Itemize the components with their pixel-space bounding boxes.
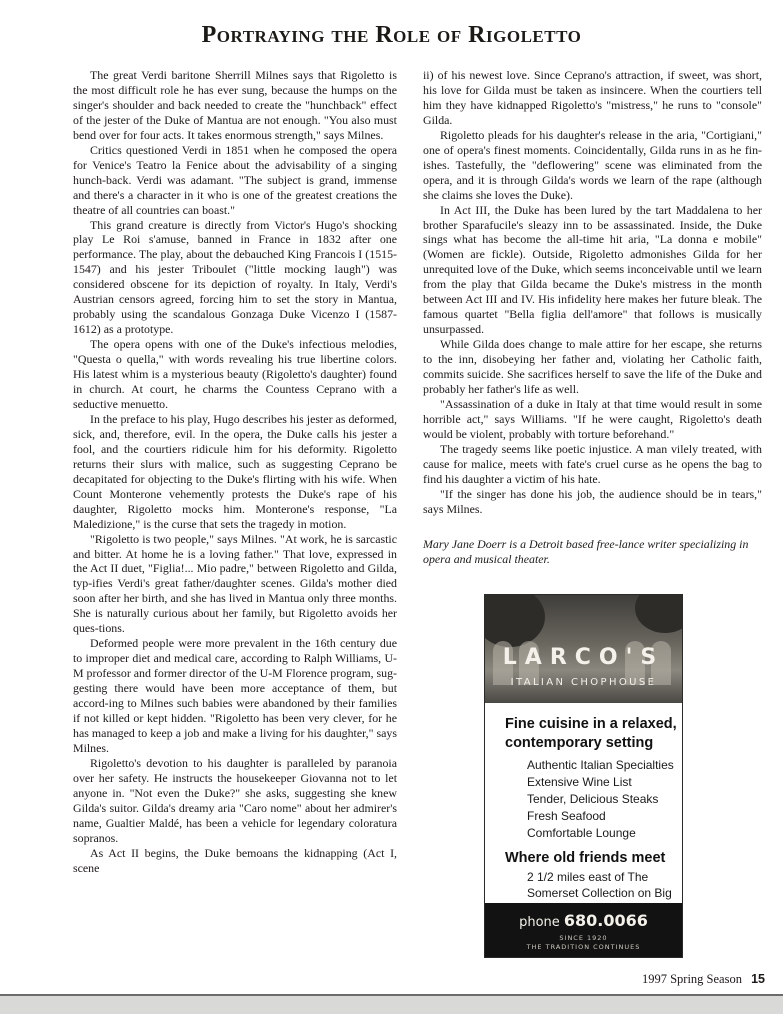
ad-headline: Fine cuisine in a relaxed, contemporary setting (505, 716, 677, 751)
paragraph: "If the singer has done his job, the audience should be in tears," says Milnes. (423, 486, 762, 516)
author-byline: Mary Jane Doerr is a Detroit based free-lance writer specializing in opera and musical theater. (423, 536, 749, 566)
page-footer (642, 972, 765, 987)
ad-feature: Tender, Delicious Steaks (527, 792, 659, 806)
paragraph: Critics questioned Verdi in 1851 when he composed the opera for Venice's Teatro la Fenice about the advisability of a singing hunch-back. Verdi was adamant. "The subject is grand, immense and there's a character in it who is one of the greatest creations the theatre of all countries can boast." (73, 142, 397, 217)
season-label: 1997 Spring Season (641, 972, 742, 986)
right-column (423, 68, 762, 567)
paragraph: The opera opens with one of the Duke's infectious melodies, "Questa o quella," with words revealing his true libertine colors. His latest whim is a mysterious beauty (Rigoletto's daughter) found in church. At court, he charms the Countess Ceprano with a seductive menuetto. (73, 337, 397, 411)
article-title: Portraying the Role of Rigoletto (201, 22, 582, 48)
page-number: 15 (751, 972, 765, 986)
ad-body (505, 715, 680, 917)
ad-phone-prefix: phone (519, 915, 560, 930)
ad-tradition: THE TRADITION CONTINUES (526, 943, 641, 951)
paragraph: While Gilda does change to male attire for her escape, she returns to the inn, disobeying her father and, violating her Catholic faith, commits suicide. She sacrifices herself to save the life of the Duke and probably her father's life as well. (423, 337, 762, 397)
paragraph: In Act III, the Duke has been lured by the tart Maddalena to her brother Sparafucile's sleazy inn to be assassinated. Inside, the Duke sings what has become the all-time hit aria, "La donna e mobile" (Women are fickle). Outside, Rigoletto admonishes Gilda for her unrequited love of the Duke, which seems inconceivable until we learn from the play that Gilda became the Duke's mistress in the month between Act III and IV. His infidelity here makes her future bleak. The famous quartet "Bella figlia dell'amore" that follows is musically unsurpassed. (423, 202, 762, 337)
ad-feature: Comfortable Lounge (527, 826, 636, 840)
ad-since: SINCE 1920 (559, 934, 608, 942)
paragraph: "Rigoletto is two people," says Milnes. "At work, he is sarcastic and bitter. At home he is a loving father." That love, expressed in the Act II duet, "Figlia!... Mio padre," between Rigoletto and Gilda, typ-ifies Verdi's great father/daughter scenes. Gilda's mother died soon after her birth, and she has lived in Mantua only three months. She is naturally curious about her family, but Rigoletto avoids her ques-tions. (73, 531, 397, 636)
ad-tagline: ITALIAN CHOPHOUSE (510, 677, 657, 688)
paragraph: In the preface to his play, Hugo describes his jester as deformed, sick, and, therefore, evil. In the opera, the Duke calls his jester a fool, and the courtiers ridicule him for his deformity. Rigoletto returns their slurs with malice, such as suggesting Ceprano be decapitated for objecting to the Duke's flirting with his wife. When Count Monterone vehemently protests the Duke's rape of his daughter, Rigoletto mocks him. Monterone's response, "La Maledizione," is the curse that sets the tragedy in motion. (73, 411, 397, 531)
ad-logo: LARCO'S (502, 645, 665, 670)
ad-phone-number: 680.0066 (563, 911, 648, 930)
ad-feature: Fresh Seafood (527, 809, 606, 823)
paragraph: This grand creature is directly from Victor's Hugo's shocking play Le Roi s'amuse, banned in France in 1832 after one performance. The play, about the debauched King Francois I (1515-1547) and his jester Triboulet ("little mocking laugh") was considered obscene for its depiction of royalty. In Italy, Verdi's Austrian censors agreed, forcing him to set the story in Mantua, probably using the scandalous Gonzaga Duke Vicenzo I (1587-1612) as a prototype. (73, 217, 397, 337)
paragraph: The tragedy seems like poetic injustice. A man vilely treated, with cause for malice, meets with fate's cruel curse as he opens the bag to find his daughter a victim of his hate. (423, 441, 762, 486)
paragraph: "Assassination of a duke in Italy at that time would result in some horrible act," says Williams. "If he were caught, Rigoletto's death would be violent, probably with torture beforehand." (423, 396, 762, 441)
ad-feature-list (527, 757, 680, 842)
ad-feature: Extensive Wine List (527, 775, 632, 789)
paragraph: As Act II begins, the Duke bemoans the kidnapping (Act I, scene (73, 845, 397, 875)
paragraph: Rigoletto pleads for his daughter's release in the aria, "Cortigiani," one of opera's finest moments. Coincidentally, Gilda runs in as he fin-ishes. Tastefully, the "deflowering" scene was eliminated from the opera, and it is through Gilda's words we learn of the rape (although she claims she loves the Duke). (423, 127, 762, 202)
ad-headline-2: Where old friends meet (505, 850, 666, 866)
paragraph: ii) of his newest love. Since Ceprano's attraction, if sweet, was short, his love for Gilda must be taken as insincere. When the courtiers tell him they have kidnapped Rigoletto's "mistress," he runs to "console" Gilda. (423, 68, 762, 127)
ad-location: 2 1/2 miles east of The Somerset Collection on Big (527, 870, 672, 900)
ad-footer (485, 903, 682, 957)
bottom-band (0, 996, 783, 1014)
ad-feature: Authentic Italian Specialties (527, 758, 674, 772)
paragraph: Rigoletto's devotion to his daughter is paralleled by paranoia over her safety. He instructs the housekeeper Giovanna not to let anyone in. "Not even the Duke?" she asks, suggesting she knew Gilda's suitor. Gilda's dreamy aria "Caro nome" about her admirer's name, Gualtier Maldé, has been a vehicle for legendary coloratura sopranos. (73, 755, 397, 845)
ad-phone (485, 911, 682, 930)
left-column (73, 68, 397, 875)
restaurant-advertisement (484, 594, 683, 958)
paragraph: Deformed people were more prevalent in the 16th century due to improper diet and medical care, according to Ralph Williams, U-M professor and former director of the U-M Florence program, sug-gesting there would have been more acceptance of them, but accord-ing to Milnes such babies were abandoned by their families if not killed or kept hidden. "Rigoletto has been very clever, for he has managed to keep a job and make a living for his daughter," says Milnes. (73, 636, 397, 755)
paragraph: The great Verdi baritone Sherrill Milnes says that Rigoletto is the most difficult role he has ever sung, because the humps on the singer's shoulder and back needed to create the "hunchback" effect of the jester of the Duke of Mantua are not enough. "You also must bend over for four acts. It takes enormous strength," says Milnes. (73, 68, 397, 142)
